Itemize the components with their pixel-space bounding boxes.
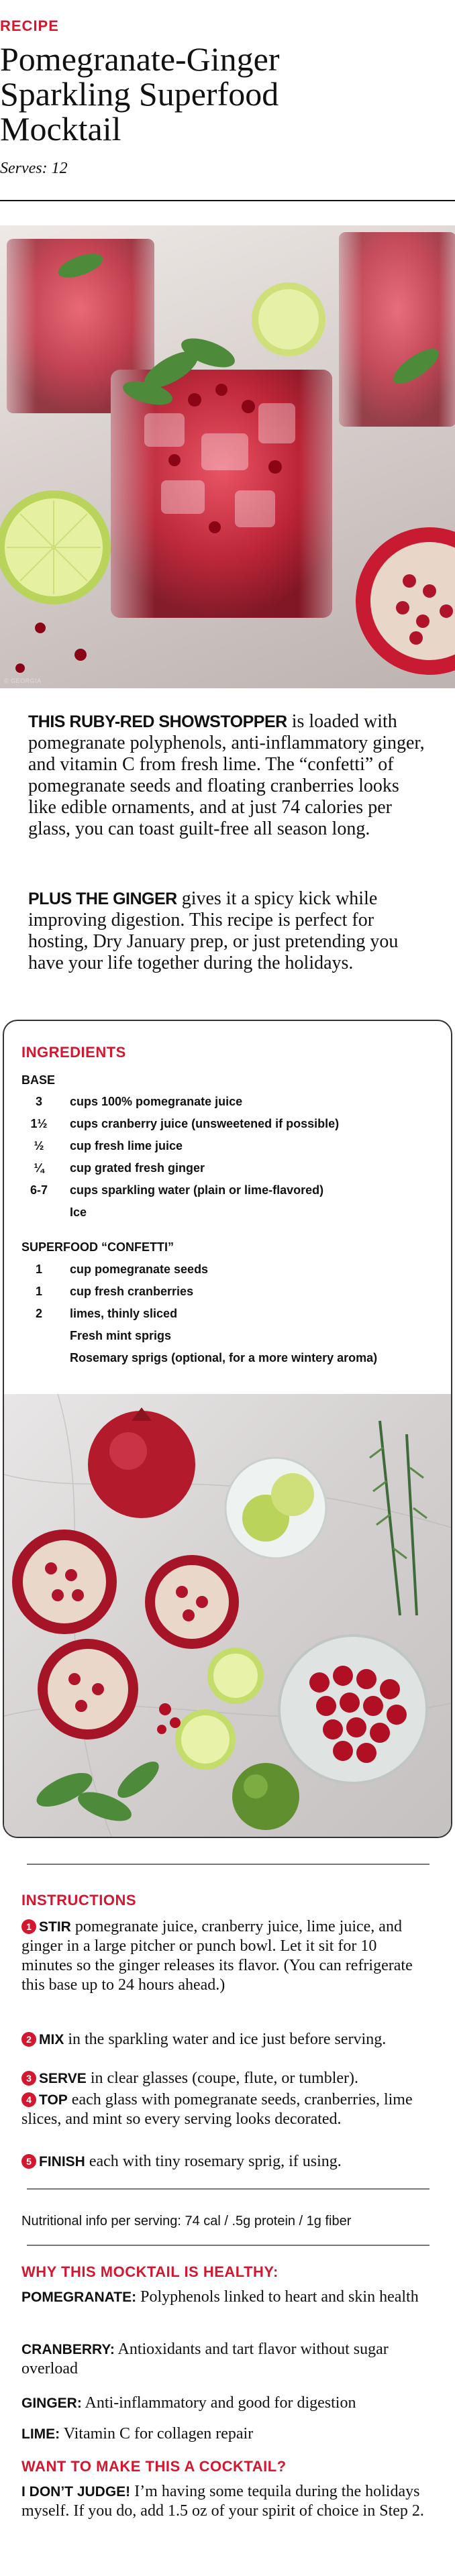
instructions-divider xyxy=(27,1864,429,1865)
step-number: 3 xyxy=(21,2071,36,2086)
ingredient-qty: ½ xyxy=(34,1139,44,1152)
instruction-step xyxy=(21,2152,431,2171)
ingredient-row xyxy=(4,1161,447,1184)
ingredient-text: cups sparkling water (plain or lime-flavored) xyxy=(70,1183,324,1197)
healthy-item xyxy=(21,2424,431,2444)
step-number: 5 xyxy=(21,2154,36,2169)
healthy-item xyxy=(21,2288,431,2307)
confetti-heading: SUPERFOOD “CONFETTI” xyxy=(21,1240,174,1254)
ingredient-text: limes, thinly sliced xyxy=(70,1307,178,1320)
hero-photo xyxy=(0,225,455,688)
step-keyword: SERVE xyxy=(39,2071,87,2086)
instruction-step xyxy=(21,2069,431,2088)
ingredient-row xyxy=(4,1095,447,1118)
healthy-item xyxy=(21,2394,431,2413)
step-keyword: STIR xyxy=(39,1919,71,1935)
healthy-text: Vitamin C for collagen repair xyxy=(60,2425,254,2443)
ingredient-qty: 6-7 xyxy=(30,1183,48,1197)
step-number: 1 xyxy=(21,1919,36,1934)
ingredient-qty: 1 xyxy=(35,1285,42,1298)
instruction-step xyxy=(21,1917,431,1995)
step-keyword: MIX xyxy=(39,2032,64,2047)
step-text: in the sparkling water and ice just before serving. xyxy=(64,2031,387,2048)
ingredient-row xyxy=(4,1205,447,1228)
ingredient-text: cups 100% pomegranate juice xyxy=(70,1095,243,1108)
section-eyebrow: RECIPE xyxy=(0,17,59,34)
nutrition-divider xyxy=(27,2188,429,2190)
step-text: each with tiny rosemary sprig, if using. xyxy=(85,2153,342,2170)
ingredients-heading: INGREDIENTS xyxy=(21,1044,126,1061)
instruction-step xyxy=(21,2090,431,2129)
nutrition-label: Nutritional info per serving: xyxy=(21,2214,185,2229)
cocktail-body: I’m having some tequila during the holidays myself. If you do, add 1.5 oz of your spirit of choice in Step 2. xyxy=(21,2483,424,2520)
nutrition-value: 74 cal / .5g protein / 1g fiber xyxy=(185,2214,352,2229)
base-heading: BASE xyxy=(21,1073,56,1087)
ingredients-card xyxy=(3,1020,452,1838)
healthy-text: Antioxidants and tart flavor without sugar overload xyxy=(21,2341,389,2377)
ingredient-qty: ¼ xyxy=(34,1161,44,1175)
healthy-heading: WHY THIS MOCKTAIL IS HEALTHY: xyxy=(21,2263,279,2280)
ingredient-text: cup fresh cranberries xyxy=(70,1285,194,1298)
step-number: 2 xyxy=(21,2032,36,2047)
instructions-heading: INSTRUCTIONS xyxy=(21,1892,136,1909)
title-divider xyxy=(0,200,455,201)
ingredient-row xyxy=(4,1285,447,1307)
healthy-keyword: GINGER: xyxy=(21,2396,82,2411)
ingredient-text: cup fresh lime juice xyxy=(70,1139,183,1152)
ingredient-text: Ice xyxy=(70,1205,87,1219)
intro-paragraph-1 xyxy=(28,711,431,840)
healthy-text: Polyphenols linked to heart and skin health xyxy=(136,2288,419,2306)
ingredient-row xyxy=(4,1351,447,1374)
ingredient-text: cups cranberry juice (unsweetened if possible) xyxy=(70,1117,340,1130)
ingredient-row xyxy=(4,1139,447,1162)
ingredient-text: Fresh mint sprigs xyxy=(70,1329,172,1342)
cocktail-text xyxy=(21,2482,431,2520)
ingredient-text: cup pomegranate seeds xyxy=(70,1263,209,1276)
healthy-keyword: POMEGRANATE: xyxy=(21,2290,137,2305)
ingredient-row xyxy=(4,1329,447,1352)
healthy-text: Anti-inflammatory and good for digestion xyxy=(81,2394,356,2412)
step-keyword: TOP xyxy=(39,2092,68,2108)
step-text: pomegranate juice, cranberry juice, lime juice, and ginger in a large pitcher or punch bowl. Let it sit for 10 minutes so the ginger releases its flavor. (You can refrigerate this base up to 24 hours ahead.) xyxy=(21,1918,413,1994)
ingredient-text: cup grated fresh ginger xyxy=(70,1161,205,1175)
step-text: each glass with pomegranate seeds, cranberries, lime slices, and mint so every serving looks decorated. xyxy=(21,2091,413,2128)
step-keyword: FINISH xyxy=(39,2154,85,2169)
ingredient-row xyxy=(4,1307,447,1330)
ingredient-qty: 1 xyxy=(35,1263,42,1276)
serves-count: Serves: 12 xyxy=(0,160,68,177)
instruction-step xyxy=(21,2030,431,2049)
ingredient-qty: 3 xyxy=(35,1095,42,1108)
photo-credit: © GEORGIA xyxy=(4,678,42,684)
healthy-keyword: CRANBERRY: xyxy=(21,2342,115,2357)
ingredient-text: Rosemary sprigs (optional, for a more wintery aroma) xyxy=(70,1351,378,1364)
healthy-item xyxy=(21,2340,431,2378)
ingredient-qty: 1½ xyxy=(30,1117,48,1130)
intro-text-2: gives it a spicy kick while improving digestion. This recipe is perfect for hosting, Dry January prep, or just pretending you have your life together during the holidays. xyxy=(28,888,399,973)
step-text: in clear glasses (coupe, flute, or tumbler). xyxy=(86,2070,359,2087)
ingredient-row xyxy=(4,1183,447,1206)
recipe-title: Pomegranate-Ginger Sparkling Superfood Mocktail xyxy=(0,40,280,148)
nutrition-info xyxy=(21,2214,351,2229)
ingredients-photo xyxy=(4,1394,452,1837)
intro-text-1: is loaded with pomegranate polyphenols, anti-inflammatory ginger, and vitamin C from fresh lime. The “confetti” of pomegranate seeds and floating cranberries looks like edible ornaments, and at just 74 calories per glass, you can toast guilt-free all season long. xyxy=(28,711,425,839)
cocktail-heading: WANT TO MAKE THIS A COCKTAIL? xyxy=(21,2458,287,2475)
intro-lead-1: THIS RUBY-RED SHOWSTOPPER xyxy=(28,712,287,731)
cocktail-lead: I DON’T JUDGE! xyxy=(21,2484,131,2500)
step-number: 4 xyxy=(21,2092,36,2107)
intro-paragraph-2 xyxy=(28,888,431,974)
ingredient-qty: 2 xyxy=(35,1307,42,1320)
ingredient-row xyxy=(4,1263,447,1285)
nutrition-bottom-divider xyxy=(27,2245,429,2246)
ingredient-row xyxy=(4,1117,447,1140)
intro-lead-2: PLUS THE GINGER xyxy=(28,890,177,908)
healthy-keyword: LIME: xyxy=(21,2426,60,2442)
